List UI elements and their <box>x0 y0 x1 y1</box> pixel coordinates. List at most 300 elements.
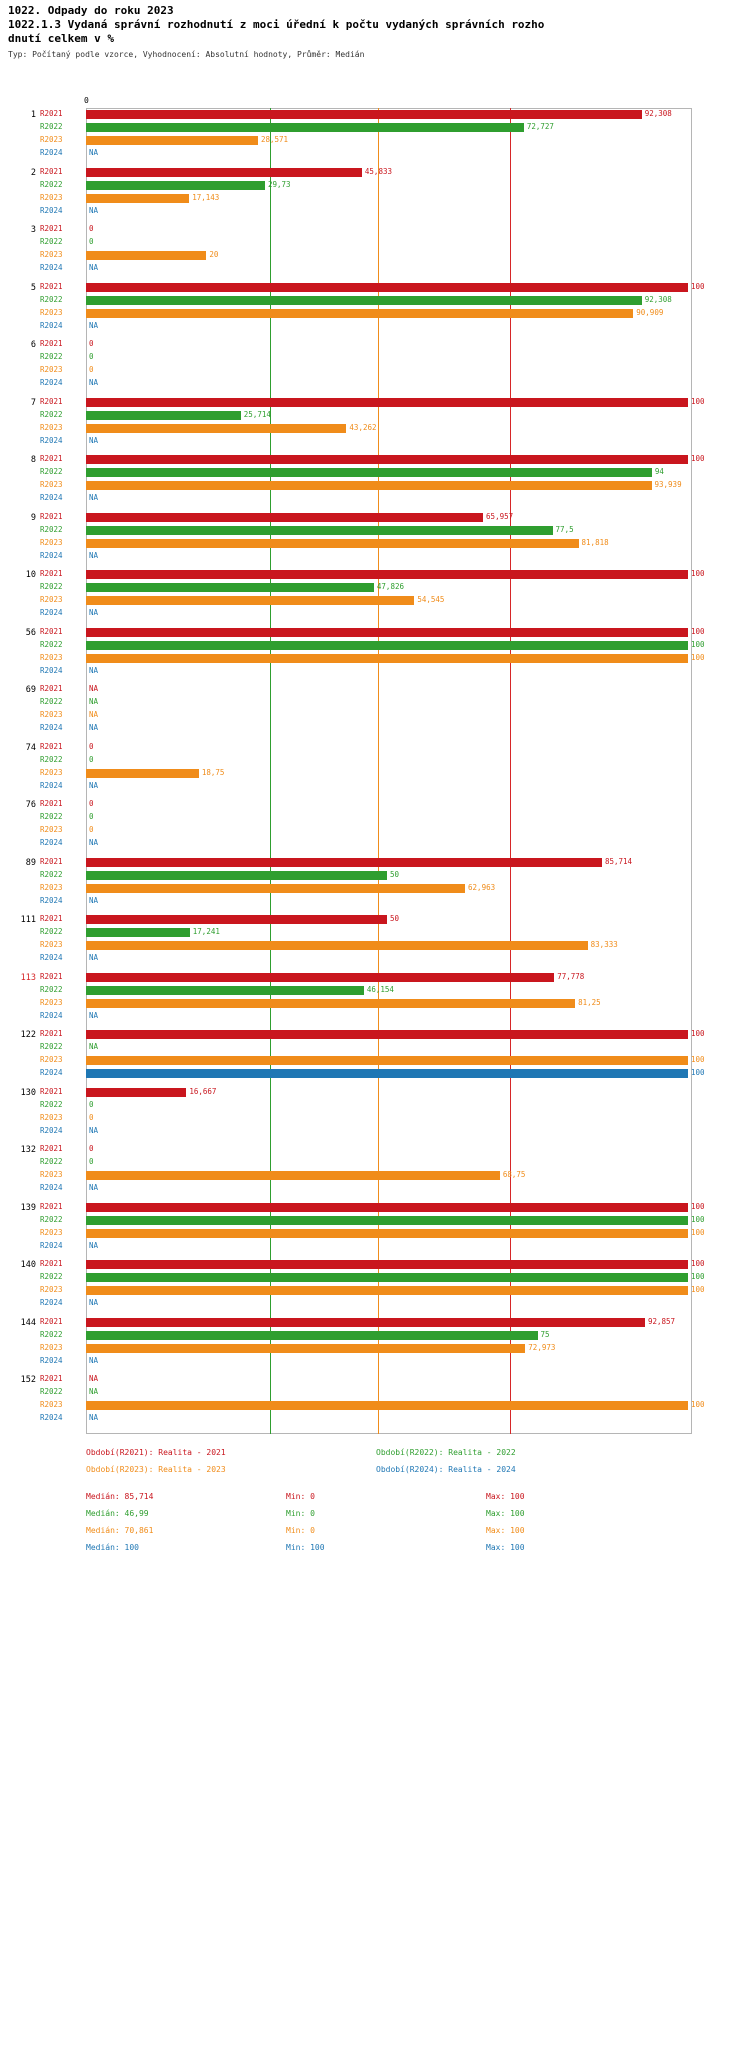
series-label: R2022 <box>40 237 63 247</box>
bar-value-label: 0 <box>89 812 94 822</box>
bar-row <box>40 1156 740 1169</box>
legend <box>86 1448 726 1482</box>
bar-row <box>40 409 740 422</box>
series-label: R2021 <box>40 224 63 233</box>
group-label: 74 <box>25 742 36 753</box>
bar-row <box>40 435 740 448</box>
series-label: R2022 <box>40 352 63 362</box>
series-label: R2021 <box>40 511 63 521</box>
bar-row <box>40 1086 740 1099</box>
stat-max-2022: Max: 100 <box>486 1509 525 1518</box>
bar <box>86 296 642 305</box>
series-label: R2024 <box>40 320 63 330</box>
bar-group <box>0 108 750 166</box>
bar-group <box>0 338 750 396</box>
bar-value-label: 0 <box>89 339 94 348</box>
bar-value-label: 100 <box>691 1285 705 1295</box>
bar-row <box>40 895 740 908</box>
series-label: R2024 <box>40 378 63 388</box>
bar-value-label: 77,778 <box>557 971 585 981</box>
bar-value-label: 90,909 <box>636 307 664 317</box>
series-label: R2023 <box>40 940 63 950</box>
bar-row <box>40 1386 740 1399</box>
bar-value-label: 100 <box>691 1259 705 1268</box>
bar-value-label: NA <box>89 263 99 273</box>
series-label: R2023 <box>40 997 63 1007</box>
series-label: R2021 <box>40 1144 63 1153</box>
page-title-line-2: 1022.1.3 Vydaná správní rozhodnutí z moci úřední k počtu vydaných správních rozho <box>8 18 545 31</box>
legend-item-2022: Období(R2022): Realita - 2022 <box>376 1448 516 1457</box>
axis-zero-label: 0 <box>84 96 89 105</box>
bar <box>86 513 483 522</box>
bar <box>86 1229 688 1238</box>
bar-row <box>40 236 740 249</box>
bar-group <box>0 453 750 511</box>
bar-value-label: 100 <box>691 569 705 578</box>
series-label: R2022 <box>40 294 63 304</box>
bar-row <box>40 511 740 524</box>
bar <box>86 1401 688 1410</box>
bar-group <box>0 683 750 741</box>
bar-value-label: 81,25 <box>578 997 601 1007</box>
bar-row <box>40 422 740 435</box>
series-label: R2024 <box>40 1355 63 1365</box>
bar-row <box>40 1258 740 1271</box>
bar-group <box>0 1028 750 1086</box>
group-label: 6 <box>30 340 36 350</box>
bar <box>86 1203 688 1212</box>
bar-value-label: 46,154 <box>366 984 394 994</box>
bar-value-label: 0 <box>89 1099 94 1109</box>
stats-row <box>86 1509 726 1526</box>
bar-group <box>0 1316 750 1374</box>
bar-row <box>40 179 740 192</box>
bar <box>86 1318 645 1327</box>
bar <box>86 1331 538 1340</box>
series-label: R2024 <box>40 205 63 215</box>
series-label: R2023 <box>40 1227 63 1237</box>
bar-group <box>0 223 750 281</box>
group-label: 130 <box>20 1087 36 1098</box>
bar-row <box>40 281 740 294</box>
bar-row <box>40 971 740 984</box>
bar <box>86 628 688 637</box>
group-label: 132 <box>20 1145 36 1155</box>
bar-value-label: NA <box>89 1240 99 1250</box>
stat-median-2022: Medián: 46,99 <box>86 1509 149 1518</box>
bar <box>86 481 652 490</box>
bar <box>86 136 258 145</box>
bar-row <box>40 837 740 850</box>
series-label: R2024 <box>40 1125 63 1135</box>
bar-group <box>0 568 750 626</box>
series-label: R2021 <box>40 396 63 406</box>
bar <box>86 1069 688 1078</box>
stat-median-2024: Medián: 100 <box>86 1543 139 1552</box>
bar-value-label: 81,818 <box>581 537 609 547</box>
bar <box>86 123 524 132</box>
series-label: R2023 <box>40 1170 63 1180</box>
bar <box>86 1286 688 1295</box>
bar-value-label: 0 <box>89 799 94 808</box>
series-label: R2023 <box>40 595 63 605</box>
bar-value-label: 62,963 <box>468 882 496 892</box>
bar-row <box>40 939 740 952</box>
bar-value-label: NA <box>89 320 99 330</box>
bar-value-label: 100 <box>691 652 705 662</box>
bar-row <box>40 1010 740 1023</box>
bar-row <box>40 466 740 479</box>
bar-value-label: 47,826 <box>376 582 404 592</box>
bar-value-label: NA <box>89 1298 99 1308</box>
bar-row <box>40 882 740 895</box>
series-label: R2021 <box>40 1316 63 1326</box>
bar-value-label: 100 <box>691 1201 705 1211</box>
series-label: R2023 <box>40 1112 63 1122</box>
bar-row <box>40 550 740 563</box>
series-label: R2021 <box>40 1374 63 1383</box>
series-label: R2024 <box>40 435 63 445</box>
group-label: 1 <box>30 110 36 120</box>
bar-value-label: 17,241 <box>192 927 220 937</box>
series-label: R2021 <box>40 626 63 636</box>
series-label: R2021 <box>40 339 63 348</box>
bar-value-label: 92,308 <box>644 294 672 304</box>
series-label: R2022 <box>40 409 63 419</box>
group-label: 10 <box>25 570 36 580</box>
bar-value-label: 0 <box>89 825 94 835</box>
bar-value-label: NA <box>89 1010 99 1020</box>
group-label: 7 <box>30 397 36 408</box>
bar-row <box>40 537 740 550</box>
bar <box>86 858 602 867</box>
bar-row <box>40 652 740 665</box>
legend-item-2021: Období(R2021): Realita - 2021 <box>86 1448 226 1457</box>
bar-row <box>40 166 740 179</box>
bar-row <box>40 926 740 939</box>
bar-group <box>0 1201 750 1259</box>
series-label: R2023 <box>40 710 63 720</box>
series-label: R2022 <box>40 812 63 822</box>
series-label: R2022 <box>40 1157 63 1167</box>
series-label: R2022 <box>40 1099 63 1109</box>
bar-row <box>40 121 740 134</box>
series-label: R2024 <box>40 1183 63 1193</box>
bar-value-label: 72,727 <box>526 122 554 132</box>
bar-value-label: 0 <box>89 754 94 764</box>
bar-row <box>40 294 740 307</box>
series-label: R2021 <box>40 741 63 751</box>
bar-value-label: 83,333 <box>590 940 618 950</box>
series-label: R2022 <box>40 927 63 937</box>
bar-value-label: 25,714 <box>243 409 271 419</box>
bar-row <box>40 307 740 320</box>
bar-row <box>40 1373 740 1386</box>
series-label: R2023 <box>40 480 63 490</box>
bar-row <box>40 913 740 926</box>
bar-value-label: NA <box>89 1387 99 1397</box>
bar-value-label: 0 <box>89 1144 94 1153</box>
bar-group <box>0 1258 750 1316</box>
bar <box>86 309 633 318</box>
bar <box>86 468 652 477</box>
series-label: R2024 <box>40 263 63 273</box>
bar-row <box>40 1355 740 1368</box>
stats-row <box>86 1543 726 1560</box>
bar <box>86 654 688 663</box>
series-label: R2021 <box>40 1259 63 1268</box>
bar-value-label: 85,714 <box>604 856 633 866</box>
group-label: 144 <box>20 1317 36 1328</box>
series-label: R2021 <box>40 856 63 866</box>
bar-value-label: NA <box>89 684 99 693</box>
group-label: 152 <box>20 1375 36 1385</box>
stat-min-2024: Min: 100 <box>286 1543 325 1552</box>
bar-value-label: 29,73 <box>267 179 291 189</box>
chart-subtitle: Typ: Počítaný podle vzorce, Vyhodnocení: Absolutní hodnoty, Průměr: Medián <box>8 50 365 59</box>
bar-row <box>40 856 740 869</box>
series-label: R2024 <box>40 608 63 618</box>
series-label: R2021 <box>40 569 63 578</box>
bar-group <box>0 1373 750 1431</box>
series-label: R2021 <box>40 454 63 463</box>
bar <box>86 769 199 778</box>
bar-row <box>40 262 740 275</box>
series-label: R2022 <box>40 697 63 707</box>
bar-row <box>40 696 740 709</box>
series-label: R2024 <box>40 780 63 790</box>
bar-value-label: NA <box>89 697 99 707</box>
bar-row <box>40 722 740 735</box>
series-label: R2023 <box>40 192 63 202</box>
series-label: R2023 <box>40 365 63 375</box>
series-label: R2021 <box>40 1029 63 1038</box>
bar-row <box>40 869 740 882</box>
bar-value-label: NA <box>89 710 99 720</box>
legend-row <box>86 1448 726 1465</box>
series-label: R2022 <box>40 869 63 879</box>
bar-group <box>0 913 750 971</box>
group-label: 76 <box>25 800 36 810</box>
series-label: R2022 <box>40 639 63 649</box>
bar-row <box>40 798 740 811</box>
bar-value-label: 50 <box>390 869 400 879</box>
bar-value-label: 92,308 <box>644 109 672 118</box>
bar-value-label: 16,667 <box>189 1086 217 1096</box>
page-title-line-1: 1022. Odpady do roku 2023 <box>8 4 174 17</box>
bar-row <box>40 984 740 997</box>
group-label: 5 <box>30 282 36 293</box>
bar-group <box>0 396 750 454</box>
series-label: R2021 <box>40 971 63 981</box>
bar-row <box>40 1399 740 1412</box>
stat-max-2024: Max: 100 <box>486 1543 525 1552</box>
bar-value-label: 100 <box>691 1400 705 1410</box>
bar-value-label: 54,545 <box>417 595 445 605</box>
bar-row <box>40 351 740 364</box>
bar <box>86 583 374 592</box>
bar-row <box>40 1284 740 1297</box>
series-label: R2022 <box>40 467 63 477</box>
bar-value-label: 0 <box>89 352 94 362</box>
group-label: 140 <box>20 1260 36 1270</box>
bar-value-label: 28,571 <box>260 135 289 145</box>
bar-value-label: 100 <box>691 396 705 406</box>
stat-max-2021: Max: 100 <box>486 1492 525 1501</box>
bar-row <box>40 205 740 218</box>
series-label: R2024 <box>40 1010 63 1020</box>
series-label: R2023 <box>40 652 63 662</box>
series-label: R2023 <box>40 1055 63 1065</box>
bar-row <box>40 639 740 652</box>
bar-value-label: NA <box>89 1183 99 1193</box>
bar-value-label: 100 <box>691 626 705 636</box>
bar-value-label: NA <box>89 1042 99 1052</box>
series-label: R2022 <box>40 524 63 534</box>
group-label: 113 <box>20 972 36 983</box>
bar <box>86 941 588 950</box>
bar <box>86 168 362 177</box>
series-label: R2022 <box>40 1042 63 1052</box>
bar-row <box>40 1067 740 1080</box>
series-label: R2022 <box>40 754 63 764</box>
bar-row <box>40 192 740 205</box>
bar-value-label: 0 <box>89 224 94 233</box>
bar-group <box>0 971 750 1029</box>
bar-row <box>40 1297 740 1310</box>
bar <box>86 1088 186 1097</box>
bar <box>86 928 190 937</box>
bar <box>86 1171 500 1180</box>
bar-group <box>0 856 750 914</box>
bar <box>86 1273 688 1282</box>
bar-row <box>40 1041 740 1054</box>
bar-row <box>40 1214 740 1227</box>
bar-row <box>40 453 740 466</box>
bar <box>86 194 189 203</box>
bar <box>86 110 642 119</box>
bar <box>86 884 465 893</box>
bar-value-label: 0 <box>89 1112 94 1122</box>
bar-group <box>0 281 750 339</box>
bar-row <box>40 581 740 594</box>
bar <box>86 455 688 464</box>
bar-row <box>40 147 740 160</box>
series-label: R2024 <box>40 550 63 560</box>
bar-row <box>40 952 740 965</box>
legend-item-2023: Období(R2023): Realita - 2023 <box>86 1465 226 1474</box>
bar-value-label: 20 <box>209 250 219 260</box>
bar <box>86 398 688 407</box>
series-label: R2024 <box>40 1068 63 1078</box>
bar <box>86 915 387 924</box>
bar-value-label: 72,973 <box>528 1342 556 1352</box>
bar-value-label: 93,939 <box>654 480 682 490</box>
bar-row <box>40 1125 740 1138</box>
group-label: 2 <box>30 167 36 178</box>
bar-row <box>40 1143 740 1156</box>
series-label: R2023 <box>40 825 63 835</box>
bar-row <box>40 1240 740 1253</box>
series-label: R2022 <box>40 984 63 994</box>
bar-row <box>40 377 740 390</box>
bar <box>86 283 688 292</box>
bar-value-label: 0 <box>89 365 94 375</box>
bar-row <box>40 811 740 824</box>
series-label: R2023 <box>40 537 63 547</box>
bar-row <box>40 1028 740 1041</box>
bar-row <box>40 1342 740 1355</box>
bar-group <box>0 626 750 684</box>
group-label: 122 <box>20 1030 36 1040</box>
bar <box>86 973 554 982</box>
bar-value-label: NA <box>89 780 99 790</box>
bar-value-label: 100 <box>691 1029 705 1038</box>
group-label: 89 <box>25 857 36 868</box>
bar-value-label: 100 <box>691 281 705 291</box>
group-label: 8 <box>30 455 36 465</box>
bar-row <box>40 709 740 722</box>
bar-value-label: NA <box>89 493 99 503</box>
bar-value-label: 50 <box>390 914 400 923</box>
series-label: R2021 <box>40 281 63 291</box>
bar-value-label: 100 <box>691 1214 705 1224</box>
bar-row <box>40 824 740 837</box>
bar-value-label: NA <box>89 838 99 848</box>
bar-row <box>40 396 740 409</box>
bar-row <box>40 492 740 505</box>
bar <box>86 1056 688 1065</box>
bar-value-label: NA <box>89 205 99 215</box>
series-label: R2024 <box>40 1298 63 1308</box>
bar-value-label: 100 <box>691 1055 705 1065</box>
series-label: R2024 <box>40 148 63 158</box>
bar-value-label: NA <box>89 378 99 388</box>
series-label: R2023 <box>40 1342 63 1352</box>
bar <box>86 539 579 548</box>
bar-row <box>40 741 740 754</box>
bar-row <box>40 1054 740 1067</box>
bar-row <box>40 1169 740 1182</box>
bar-row <box>40 479 740 492</box>
bar <box>86 424 346 433</box>
bar-row <box>40 568 740 581</box>
bar-row <box>40 1182 740 1195</box>
bar-group <box>0 511 750 569</box>
series-label: R2023 <box>40 767 63 777</box>
series-label: R2023 <box>40 135 63 145</box>
bar-value-label: 100 <box>691 1068 705 1078</box>
bar-value-label: NA <box>89 148 99 158</box>
stat-min-2023: Min: 0 <box>286 1526 315 1535</box>
series-label: R2022 <box>40 1272 63 1282</box>
bar-value-label: 100 <box>691 1227 705 1237</box>
stat-median-2021: Medián: 85,714 <box>86 1492 154 1501</box>
series-label: R2022 <box>40 1214 63 1224</box>
bar-row <box>40 683 740 696</box>
bar <box>86 570 688 579</box>
bar-value-label: 75 <box>540 1329 550 1339</box>
bar-row <box>40 364 740 377</box>
bar-value-label: 65,957 <box>486 511 514 521</box>
bar-row <box>40 1271 740 1284</box>
series-label: R2021 <box>40 1201 63 1211</box>
group-label: 111 <box>20 915 36 925</box>
group-label: 69 <box>25 685 36 695</box>
bar-value-label: NA <box>89 608 99 618</box>
bar <box>86 411 241 420</box>
bar <box>86 181 265 190</box>
